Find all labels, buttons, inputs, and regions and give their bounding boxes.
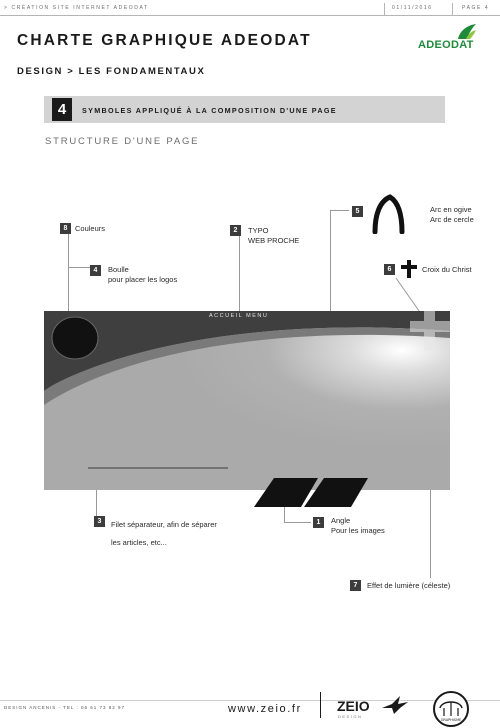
header-date: 01/11/2016	[392, 5, 433, 11]
annotation-4-number: 4	[90, 265, 101, 276]
connector-line	[284, 522, 311, 523]
annotation-5-number: 5	[352, 206, 363, 217]
header-page-number: PAGE 4	[462, 5, 490, 11]
annotation-5-label: Arc en ogive Arc de cercle	[430, 205, 474, 224]
footer-divider	[320, 692, 321, 718]
annotation-7-number: 7	[350, 580, 361, 591]
connector-line	[68, 234, 69, 312]
page-title: CHARTE GRAPHIQUE ADEODAT	[17, 32, 312, 49]
header-divider	[384, 3, 385, 15]
badge-text: GRAPHISME	[440, 718, 462, 722]
annotation-7-label: Effet de lumière (céleste)	[367, 581, 451, 590]
annotation-1-label: Angle Pour les images	[331, 516, 385, 535]
zeio-logo-subtext: DESIGN	[338, 714, 363, 719]
annotation-1-number: 1	[313, 517, 324, 528]
structure-heading: STRUCTURE D'UNE PAGE	[45, 136, 200, 147]
image-slots	[254, 478, 374, 508]
annotation-8-label: Couleurs	[75, 224, 106, 233]
footer-rule	[0, 700, 500, 701]
bird-icon	[380, 694, 410, 716]
zeio-logo-text: ZEIO	[337, 698, 370, 714]
connector-line	[330, 210, 349, 211]
section-number: 4	[52, 98, 72, 121]
header-rule	[0, 15, 500, 16]
annotation-6-number: 6	[384, 264, 395, 275]
adeodat-logo-text: ADEODAT	[418, 39, 474, 51]
page-structure-diagram	[44, 311, 450, 490]
annotation-4-label: Boulle pour placer les logos	[108, 265, 178, 284]
header-breadcrumb: > CRÉATION SITE INTERNET ADEODAT	[4, 5, 149, 11]
connector-line	[330, 210, 331, 311]
graphisme-badge-icon	[432, 690, 470, 728]
header-divider	[452, 3, 453, 15]
connector-line	[68, 267, 90, 268]
cross-icon	[401, 260, 417, 278]
diagram-menu: ACCUEIL MENU	[209, 313, 269, 319]
annotation-2-label: TYPO WEB PROCHE	[248, 226, 300, 245]
annotation-6-label: Croix du Christ	[422, 265, 472, 274]
page-subtitle: DESIGN > LES FONDAMENTAUX	[17, 66, 206, 77]
arc-ogive-icon	[370, 194, 406, 234]
footer-url[interactable]: www.zeio.fr	[228, 703, 302, 715]
annotation-3-number: 3	[94, 516, 105, 527]
annotation-2-number: 2	[230, 225, 241, 236]
section-title: SYMBOLES APPLIQUÉ À LA COMPOSITION D'UNE PAGE	[82, 106, 337, 115]
annotation-3-label: Filet séparateur, afin de séparer les articles, etc...	[111, 520, 217, 547]
annotation-8-number: 8	[60, 223, 71, 234]
footer-contact: DESIGN ANCENIS - TEL : 06 61 73 82 97	[4, 705, 126, 710]
